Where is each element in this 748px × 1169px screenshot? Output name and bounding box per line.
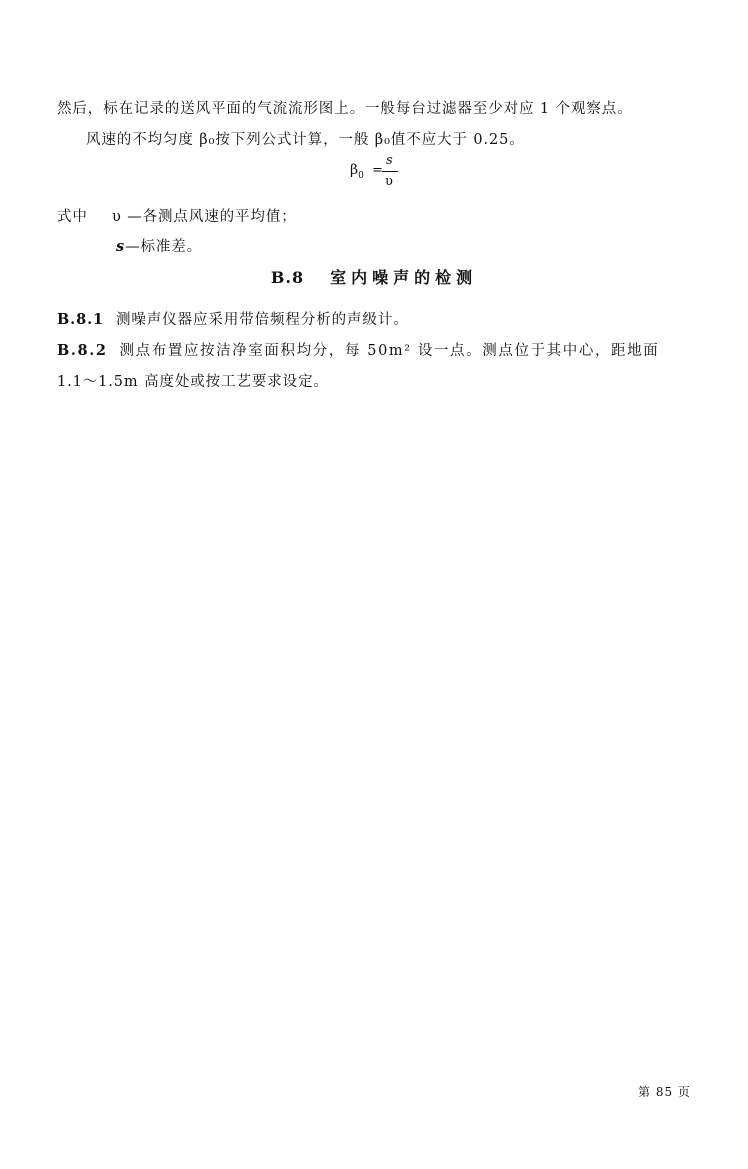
formula-numerator: s (386, 153, 393, 168)
section-number: B.8 (270, 268, 305, 287)
formula-denominator: υ (385, 174, 393, 189)
section-heading-b8 (0, 265, 748, 288)
clause-b8-1 (57, 308, 409, 329)
s-symbol: s (116, 238, 126, 255)
formula-beta0 (350, 153, 430, 193)
formula-equals: = (372, 163, 383, 178)
definition-upsilon: υ —各测点风速的平均值； (112, 209, 297, 225)
paragraph-velocity-uniformity: 风速的不均匀度 β₀按下列公式计算，一般 β₀值不应大于 0.25。 (86, 132, 525, 148)
fraction-bar (382, 171, 398, 172)
page-number: 第 85 页 (638, 1085, 691, 1099)
section-title: 室内噪声的检测 (330, 268, 478, 287)
clause-id: B.8.2 (57, 342, 108, 359)
clause-b8-2 (57, 339, 659, 360)
clause-b8-2-continuation: 1.1～1.5m 高度处或按工艺要求设定。 (57, 374, 329, 390)
clause-id: B.8.1 (57, 311, 105, 328)
definition-s (116, 235, 202, 256)
formula-lhs: $\beta_0$ (350, 162, 364, 181)
paragraph-airflow-observation: 然后，标在记录的送风平面的气流流形图上。一般每台过滤器至少对应 1 个观察点。 (57, 101, 633, 117)
clause-text: 测点布置应按洁净室面积均分，每 50m² 设一点。测点位于其中心，距地面 (119, 343, 660, 359)
clause-text: 测噪声仪器应采用带倍频程分析的声级计。 (116, 312, 409, 328)
s-definition-text: —标准差。 (125, 239, 203, 255)
definitions-intro: 式中 (57, 209, 88, 225)
